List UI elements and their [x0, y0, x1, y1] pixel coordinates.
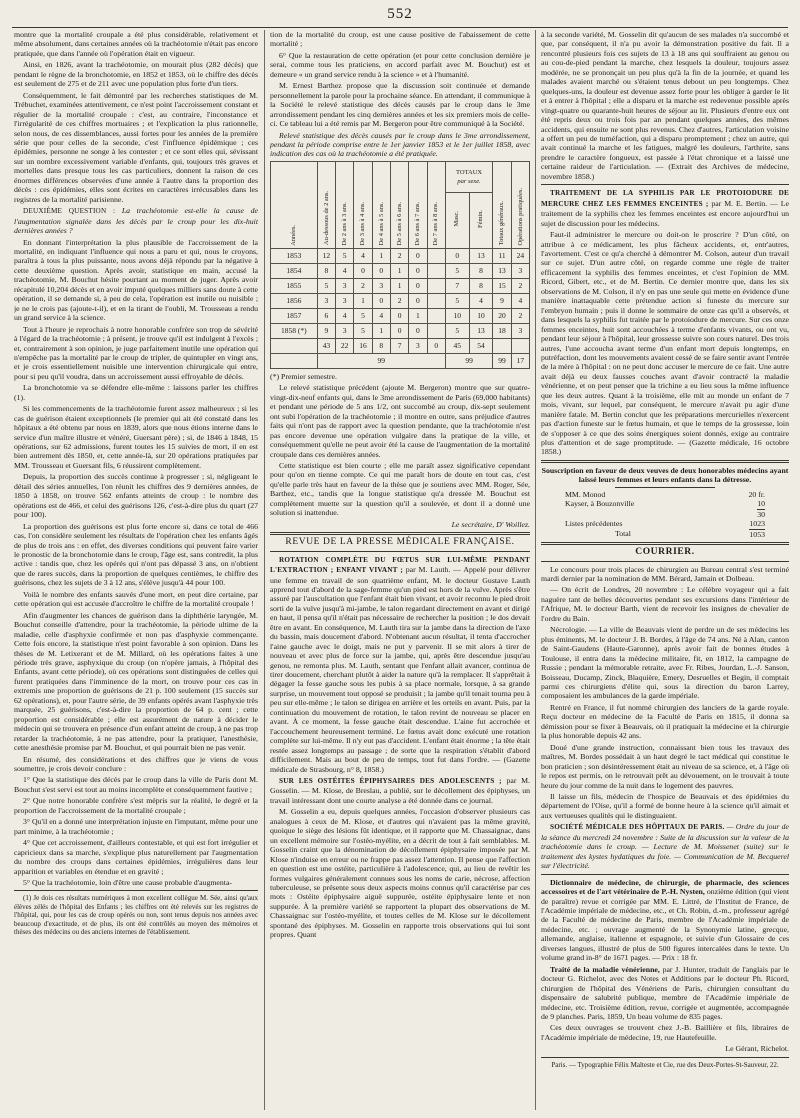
- table-cell: 10: [445, 308, 469, 323]
- table-cell: 3: [335, 293, 353, 308]
- courrier-title: COURRIER.: [635, 547, 695, 558]
- society-notice: [541, 822, 789, 870]
- table-cell: 4: [335, 263, 353, 278]
- column-header: De 2 ans à 3 ans.: [340, 202, 348, 246]
- column-1: [14, 30, 258, 1110]
- table-cell: 10: [469, 308, 493, 323]
- table-cell: 11: [493, 248, 511, 263]
- paragraph: — On écrit de Londres, 20 novembre : Le célèbre voyageur qui a fait naguère tant de belles découvertes pendant ses excursions dans l'intérieur de l'Afrique, M. le docteur Barth, vient de recevoir les insignes de chevalier de l'ordre du Bain.: [541, 585, 789, 623]
- table-caption: Relevé statistique des décès causés par le croup dans le 3me arrondissement, pendant la période comprise entre le 1er janvier 1853 et le 1er juillet 1858, avec indication des cas où la trachéotomie a été pratiquée.: [270, 130, 530, 159]
- table-cell: 45: [445, 338, 469, 353]
- printer-line: Paris. — Typographie Félix Malteste et Cie, rue des Deux-Portes-St-Sauveur, 22.: [551, 1060, 779, 1069]
- paragraph: Cette statistique est bien courte ; elle me paraît assez significative cependant pour qu'on en tienne compte. Ce qui me paraît hors de doute en tout cas, c'est qu'elle parle très haut en faveur de la thèse que je soutiens avec MM. Roger, Sée, Barthez, etc., tandis que la longue statistique qu'a dressée M. Bouchut est complétement muette sur la question qu'il a soulevée, et dont il a donné une solution si inattendue.: [270, 460, 530, 518]
- table-cell: 3: [335, 323, 353, 338]
- table-cell: 2: [354, 278, 372, 293]
- column-header: Fémin.: [477, 209, 485, 228]
- column-header: De 3 ans à 4 ans.: [359, 202, 367, 246]
- paragraph: Ainsi, en 1826, avant la trachéotomie, on mourait plus (282 décès) que pendant le règne de la bronchotomie, en 1852 et 1853, où le chiffre des décès est seulement de 275 et de 211 avec une population plus forte d'un tiers.: [14, 60, 258, 89]
- top-rule: [12, 27, 788, 28]
- table-note: (*) Premier semestre.: [270, 371, 337, 381]
- paragraph: Depuis, la proportion des succès continue à progresser ; si, négligeant le détail des séries annuelles, l'on réunit les chiffres des 9 dernières années, de 1850 à 1858, on trouve 562 enfants atteints de croup : le nombre des opérations est de 466, et celui des guérisons 126, c'est-à-dire plus du quart (27 pour 100).: [14, 472, 258, 520]
- review-article-2: [270, 776, 530, 805]
- table-cell: 1: [372, 248, 390, 263]
- table-row: [271, 248, 530, 263]
- table-cell: 8: [317, 263, 335, 278]
- table-cell: 99: [493, 353, 511, 368]
- column-divider: [535, 30, 536, 1110]
- paragraph: Faut-il administrer le mercure ou doit-on le proscrire ? D'un côté, on attribue à ce médicament, les plus fâcheux accidents, et, entr'autres, l'avortement. C'est ce qu'a cherché à démontrer M. Colson, auteur d'un travail sur ce sujet. D'un autre côté, on regarde comme une règle de traiter efficacement la syphilis des femmes enceintes, et c'est l'opinion de MM. Ricord, Gibert, etc., et de M. Bertin. Ce dernier montre que, dans les six observations de M. Colson, il n'y en pas une seule qui mette en évidence d'une manière inattaquable cette prétendue action si funeste du mercure sur l'embryon humain ; puis il donne le sommaire de onze cas qu'il a observés, et dans lesquels la syphilis fut traitée par le protoiodure de mercure. Sur ces onze femmes enceintes, huit sont accouchées à terme d'enfants vivants, ou ont vu, pendant leur séjour à l'hôpital, leur grossesse suivre son cours naturel. Des trois autres, l'une accoucha avant terme d'un enfant mort depuis longtemps, en putréfaction, dont les mouvements avaient cessé de se faire sentir avant l'entrée de la mère à l'hôpital : on ne peut donc accuser le mercure de ce fait. Une autre avait déjà eu deux fausses couches avant d'avoir contracté la maladie vénérienne, et on peut penser que la trichine a eu lieu sous la même influence que les deux autres. Quant à la troisième, elle mit au monde un enfant de 7 mois, vivant, sur lequel, par conséquent, le mercure n'avait pu agir d'une manière fatale. M. Bertin conclut que les préparations mercurielles n'exercent pas d'action funeste sur le fœtus humain, et que le temps de la grossesse, loin de s'opposer à ce que des soins énergiques soient donnés, exige au contraire plus d'attention et de sage promptitude. — (Gazette médicale, 16 octobre 1858.): [541, 230, 789, 457]
- table-cell: 2: [511, 308, 529, 323]
- table-row: [271, 323, 530, 338]
- section-rule: [541, 1057, 789, 1058]
- table-cell: 9: [317, 323, 335, 338]
- table-cell: 43: [317, 338, 335, 353]
- article-title: ROTATION COMPLÈTE DU FŒTUS SUR LUI-MÊME PENDANT L'EXTRACTION ; ENFANT VIVANT ;: [270, 555, 530, 575]
- paragraph: Le relevé statistique précédent (ajoute M. Bergeron) montre que sur quatre-vingt-dix-neuf enfants qui, dans le 3me arrondissement de Paris (69,000 habitants) et pendant une période de 5 ans 1/2, ont succombé au croup, dix-sept seulement ont subi l'opération de la trachéotomie ; il montre en outre, sans préjudice d'autres faits qui n'ont pas de rapport avec la question pendante, que la trachéotomie n'est pas encore devenue une opération vulgaire dans la pratique de la ville, et conséquemment qu'elle ne peut avoir été la cause de l'augmentation de la mortalité croupale dans ces dernières années.: [270, 383, 530, 459]
- review-article-1: [270, 555, 530, 774]
- paragraph: Tout à l'heure je reprochais à notre honorable confrère son trop de sévérité à l'égard de la trachéotomie ; à présent, je trouve qu'il est indulgent à l'excès ; et, contrairement à son opinion, je juge parfaitement inutile une opération qui n'empêche pas la mortalité par le croup de tripler, de quintupler en vingt ans, et je crois essentiellement nuisible une intervention chirurgicale qui entre, pour si peu qu'il voudra, dans un accroissement aussi effroyable de décès.: [14, 324, 258, 381]
- paragraph: 6° Que la restauration de cette opération (et pour cette conclusion dernière je serai, comme tous les praticiens, en accord parfait avec M. Bouchut) est et demeure « un grand service rendu à la science » et à l'humanité.: [270, 50, 530, 79]
- article-text: par M. Lauth. — Appelé pour délivrer une femme en travail de son quatrième enfant, M. le docteur Gustave Lauth apprend tout d'abord de la sage-femme qu'un pied est hors de la vulve. Après s'être assuré par l'auscultation que l'enfant était bien vivant, et avoir reconnu le pied droit sorti de la vulve jusqu'à mi-jambe, le talon regardant directement en avant et dirigé en haut, il pensa qu'il n'était pas nécessaire de rechercher la position ; le dos devait être en avant. En conséquence, M. Lauth tira sur la jambe dans la direction de l'axe du bassin, mais doucement d'abord. N'obtenant aucun résultat, il tenta d'accrocher l'aine gauche avec le doigt, mais ne put y parvenir. Il se mit alors à tirer de nouveau et avec plus de force sur la jambe, qui, après être descendue jusqu'au genou, ne remonta plus. M. Lauth, sentant que l'enfant allait avancer, continua de tirer doucement, cherchant plutôt à aider la nature qu'à la remplacer. Il s'apprêtait à dégager la fesse gauche sous les pubis à sa place normale, lorsque, à sa grande surprise, un mouvement tout opposé se produisit ; la jambe qu'il tenait tourna peu à peu sur elle-même ; le talon se dirigea en arrière et les orteils en avant. Puis, par la continuation du mouvement de rotation, le talon revint de nouveau se placer en avant. À ce moment, la fesse gauche était descendue. L'aine fut accrochée et l'accouchement heureusement terminé. Le fœtus avait donc exécuté une rotation complète sur lui-même. Il n'y eut pas d'accident. L'enfant était énorme ; la tête était restée assez longtemps au passage ; de sorte que la respiration s'établit d'abord difficilement. Mais au bout de peu de temps, tout fut dans l'ordre. — (Gazette médicale de Strasbourg, n° 8, 1858.): [270, 565, 530, 774]
- table-cell: 1: [372, 323, 390, 338]
- table-cell: 99: [445, 353, 492, 368]
- paragraph: Si les commencements de la trachéotomie furent assez malheureux ; si les cas de guérison étaient exceptionnels (le premier qui ait été constaté dans les hôpitaux a été obtenu par nous en 1839, alors que nous étions interne dans le service d'un maître illustre et vénéré, Guersant père) ; si, de 1846 à 1848, 15 opérations, sur 62 admissions, furent toutes les 15 suivies de mort, il en est bien autrement dès 1850, et, cette année-là, sur 20 opérations pratiquées par MM. Trousseau et Guersant fils, 6 réussirent complètement.: [14, 404, 258, 470]
- grand-total-row: [271, 353, 530, 368]
- section-title: REVUE DE LA PRESSE MÉDICALE FRANÇAISE.: [285, 537, 515, 548]
- paragraph: La proportion des guérisons est plus forte encore si, dans ce total de 466 cas, l'on considère seulement les résultats de l'opération chez les enfants âgés de plus de trois ans : en effet, des diverses conditions qui peuvent faire varier le pronostic de la bronchotomie dans le croup, l'âge est, sans contredit, la plus active : tandis que, chez les opérés qui n'ont pas dépassé 3 ans, on n'obtient que de rares succès, dans la proportion de quelques centièmes, le chiffre des guérisons, chez les sujets de 3 à 12 ans, s'élève jusqu'à 44 pour 100.: [14, 521, 258, 588]
- table-cell: 0: [409, 248, 427, 263]
- paragraph: La bronchotomie va se défendre elle-même : laissons parler les chiffres (1).: [14, 383, 258, 402]
- question-label: DEUXIÈME QUESTION :: [23, 207, 116, 216]
- column-header: Totaux généraux.: [498, 201, 506, 246]
- section-rule: [541, 874, 789, 875]
- total-row: [541, 529, 789, 539]
- table-row: [271, 263, 530, 278]
- column-header: De 7 ans à 8 ans.: [432, 202, 440, 246]
- table-cell: 5: [445, 293, 469, 308]
- table-cell: [427, 278, 445, 293]
- table-cell: 1857: [271, 308, 318, 323]
- short-rule: [615, 487, 714, 488]
- subscription-sum-row: [541, 509, 789, 519]
- table-cell: 99: [317, 353, 445, 368]
- table-cell: 3: [511, 323, 529, 338]
- table-cell: 54: [469, 338, 493, 353]
- section-rule: [270, 532, 530, 535]
- table-cell: 0: [409, 263, 427, 278]
- table-cell: 8: [469, 263, 493, 278]
- table-cell: 15: [493, 278, 511, 293]
- table-cell: [427, 293, 445, 308]
- table-cell: 1855: [271, 278, 318, 293]
- table-cell: 3: [317, 293, 335, 308]
- conclusion-item: 4° Que cet accroissement, d'ailleurs contestable, et qui est fort irrégulier et capricieux dans sa marche, s'explique plus naturellement par l'augmentation du nombre des croups dans certaines épidémies, irrégulières dans leur apparition et variables en étendue et en gravité ;: [14, 838, 258, 876]
- table-cell: 22: [335, 338, 353, 353]
- society-title: SOCIÉTÉ MÉDICALE DES HÔPITAUX DE PARIS.: [550, 823, 725, 832]
- table-cell: [511, 338, 529, 353]
- table-cell: 0: [354, 263, 372, 278]
- paragraph: à la seconde variété, M. Gosselin dit qu'aucun de ses malades n'a succombé et que, par conséquent, il n'a pu avoir la démonstration positive du fait. Il a rencontré plusieurs fois ces sujets de 13 à 18 ans qui souffraient au genou ou au cou-de-pied pendant la marche, chez lesquels la douleur, toujours assez modérée, ne se prononçait un peu plus qu'à la fin de la journée, et quand les malades avaient marché ou s'étaient tenus debout un peu longtemps. Chez quelques-uns, la douleur est devenue assez forte pour les obliger à garder le lit et à entrer à l'hôpital ; elle a disparu et la marche est redevenue possible après vingt-quatre ou quarante-huit heures de séjour au lit. Plusieurs d'entre eux ont été repris deux ou trois fois par an pendant quelques années, des mêmes accidents, qui ensuite ne sont plus revenus. Chez d'autres, l'articulation voisine a offert un peu de tuméfaction, qui a disparu promptement ; chez un autre, qui avait continué la marche et les fatigues, malgré les douleurs, l'arthrite, sans prendre le caractère fongueux, est passée à l'état chronique et a laissé une certaine raideur de l'articulation. — (Extrait des Archives de médecine, novembre 1858.): [541, 30, 789, 181]
- table-cell: 5: [335, 248, 353, 263]
- column-header: Au-dessous de 2 ans.: [322, 191, 330, 246]
- table-cell: 3: [335, 278, 353, 293]
- paragraph: En résumé, des considérations et des chiffres que je viens de vous soumettre, je crois devoir conclure :: [14, 754, 258, 773]
- table-cell: 20: [493, 308, 511, 323]
- table-cell: 0: [372, 293, 390, 308]
- table-row: [271, 293, 530, 308]
- table-cell: 9: [493, 293, 511, 308]
- table-cell: 13: [469, 248, 493, 263]
- subscriber-amount: 10: [757, 499, 765, 509]
- dictionary-notice: [541, 878, 789, 963]
- subscription-title: Souscription en faveur de deux veuves de deux honorables médecins ayant laissé leurs femmes et leurs enfants dans la détresse.: [541, 465, 789, 485]
- treatise-title: Traité de la maladie vénérienne,: [550, 964, 660, 974]
- sum-row: [271, 338, 530, 353]
- table-cell: 1: [390, 278, 408, 293]
- column-header: De 5 ans à 6 ans.: [395, 202, 403, 246]
- paragraph: Doué d'une grande instruction, connaissant bien tous les travaux des maîtres, M. Bordes possédait à un haut degré le tact médical qui constitue le bon praticien ; son désintéressement était au niveau de sa science, et, à l'âge où le repos est permis, on le retrouvait prêt au dévouement, on le trouvait à toute heure du jour comme de la nuit dans le logement des pauvres.: [541, 742, 789, 790]
- conclusion-item: 1° Que la statistique des décès par le croup dans la ville de Paris dont M. Bouchut s'est servi est tout au moins incomplète et conséquemment fautive ;: [14, 775, 258, 794]
- table-cell: 1853: [271, 248, 318, 263]
- table-cell: 1: [409, 308, 427, 323]
- table-cell: 24: [511, 248, 529, 263]
- section-rule: [541, 542, 789, 545]
- total-label: Total: [615, 528, 631, 538]
- conclusion-item: 3° Qu'il en a donné une interprétation injuste en l'imputant, même pour une part minime, à la trachéotomie ;: [14, 817, 258, 836]
- paragraph: montre que la mortalité croupale a été plus considérable, relativement et même absolument, dans certaines années où la trachéotomie n'était pas encore pratiquée, que dans l'année où l'opération était en vigueur.: [14, 30, 258, 58]
- table-cell: 18: [493, 323, 511, 338]
- paragraph: Rentré en France, il fut nommé chirurgien des lanciers de la garde royale. Reçu docteur en médecine de la Faculté de Paris en 1815, il donna sa démission pour se fixer à Beauvais, où il pratiquait la médecine et la chirurgie la plus honorable depuis 42 ans.: [541, 702, 789, 741]
- conclusion-item: 2° Que notre honorable confrère s'est mépris sur la réalité, le degré et la proportion de l'accroissement de la mortalité croupale ;: [14, 796, 258, 815]
- table-cell: 8: [469, 278, 493, 293]
- table-cell: 16: [354, 338, 372, 353]
- table-cell: 5: [445, 323, 469, 338]
- column-header: Années.: [290, 224, 298, 246]
- table-cell: [427, 323, 445, 338]
- conclusion-item: 5° Que la trachéotomie, loin d'être une cause probable d'augmenta-: [23, 877, 232, 887]
- table-cell: 0: [409, 293, 427, 308]
- subscriber-amount: 20 fr.: [748, 489, 765, 499]
- total-amount: 1053: [749, 529, 765, 539]
- table-cell: 5: [445, 263, 469, 278]
- treatise-text: par J. Hunter, traduit de l'anglais par le docteur G. Richelot, avec des Notes et Additions par le docteur Ph. Ricord, chirurgien de l'hôpital des Vénériens de Paris, chirurgien consultant du dispensaire de salubrité publique, membre de l'Académie impériale de médecine, etc. Troisième édition, revue, corrigée et augmentée, accompagnée de 9 planches. Paris, 1859, Un beau volume de 835 pages.: [541, 964, 789, 1021]
- paragraph: Ces deux ouvrages se trouvent chez J.-B. Baillière et fils, libraires de l'Académie impériale de médecine, 19, rue Hautefeuille.: [541, 1023, 789, 1042]
- column-header: De 6 ans à 7 ans.: [414, 202, 422, 246]
- dictionary-text: onzième édition (qui vient de paraître) revue et corrigée par MM. E. Littré, de l'Institut de France, de l'Académie impériale de médecine, etc., et Ch. Robin, d.-m., professeur agrégé de la Faculté de médecine de Paris, membre de l'Académie impériale de médecine, etc. ; ouvrage augmenté de la Synonymie latine, grecque, allemande, anglaise, italienne et espagnole, et suivie d'un Glossaire de ces diverses langues, illustré de plus de 500 figures intercalées dans le texte. Un volume grand in-8° de 1671 pages. — Prix : 18 fr.: [541, 887, 789, 963]
- table-cell: 4: [469, 293, 493, 308]
- subscription-row: [541, 499, 789, 508]
- table-cell: 13: [469, 323, 493, 338]
- table-cell: 3: [409, 338, 427, 353]
- question-text: La trachéotomie est-elle la cause de l'augmentation signalée dans les décès par le croup pour les dix-huit dernières années ?: [14, 206, 258, 236]
- paragraph: Voilà le nombre des enfants sauvés d'une mort, en peut dire certaine, par cette opération qui est accusée d'accroître le chiffre de la mortalité croupale !: [14, 589, 258, 609]
- footnote: (1) Je dois ces résultats numériques à mon excellent collègue M. Sée, ainsi qu'aux élèves zélés de l'hôpital des Enfants ; les chiffres ont été relevés sur les registres de l'hôpital, qui, pour les cas de croup opérés ou non, sont tenus depuis nos années avec beaucoup d'exactitude, et de plus, ils ont été contrôlés au moyen des mémoires et thèses des médecins ou des anciens internes de l'établissement.: [14, 894, 258, 937]
- paragraph: Conséquemment, le fait démontré par les recherches statistiques de M. Trébuchet, examinées attentivement, ce n'est point l'accroissement constant et régulier de la mortalité croupale : c'est, au contraire, l'inconstance et l'irrégularité de ces chiffres mortuaires ; et l'explication la plus rationnelle, selon nous, de ces dissemblances, aussi fortes pour les années de la première série que pour celles de la seconde, c'est l'influence épidémique ; ces épidémies, personne ne songe à les contester ; et ce sont elles qui, sévissant sur un nombre excessivement variable d'enfants, qui, toujours très graves et mortelles dans presque tous les cas particuliers, donnent la raison de ces énormes différences observées d'une année à l'autre dans la proportion des décès : ces épidémies, elles sont écrites en caractères irrécusables dans les registres de la mortalité parisienne.: [14, 90, 258, 204]
- table-cell: 17: [511, 353, 529, 368]
- treatise-notice: [541, 965, 789, 1022]
- column-header: Opérations pratiquées.: [516, 187, 524, 246]
- article-title: TRAITEMENT DE LA SYPHILIS PAR LE PROTOIODURE DE MERCURE CHEZ LES FEMMES ENCEINTES ;: [541, 189, 789, 208]
- signature: Le secrétaire, D' Woillez.: [451, 519, 530, 529]
- table-cell: 2: [511, 278, 529, 293]
- section-rule: [541, 184, 789, 185]
- column-3: [541, 30, 789, 1110]
- table-cell: [427, 248, 445, 263]
- footnote-rule: [14, 890, 258, 891]
- section-rule: [541, 460, 789, 463]
- table-cell: [271, 338, 318, 353]
- table-cell: 0: [409, 323, 427, 338]
- subscriber-name: MM. Monod: [565, 489, 606, 499]
- subscription-row: [541, 490, 789, 499]
- table-cell: 5: [354, 323, 372, 338]
- column-2: [270, 30, 530, 1110]
- par-sexe-label: par sexe.: [457, 178, 481, 186]
- table-cell: [493, 338, 511, 353]
- table-cell: 13: [493, 263, 511, 278]
- table-cell: 3: [372, 278, 390, 293]
- table-cell: 1856: [271, 293, 318, 308]
- table-cell: [427, 308, 445, 323]
- dictionary-title: Dictionnaire de médecine, de chirurgie, de pharmacie, des sciences accessoires et de l'art vétérinaire de P.-H. Nysten,: [541, 877, 789, 897]
- table-cell: 4: [354, 248, 372, 263]
- column-header: De 4 ans à 5 ans.: [377, 202, 385, 246]
- syphilis-article: [541, 188, 789, 228]
- paragraph: En donnant l'interprétation la plus plausible de l'accroissement de la mortalité, en indiquant l'influence qui nous a paru et qui, nous le croyons, paraîtra à tous la plus puissante, nous avons déjà répondu par la négative à cette deuxième question. Après avoir, statistique en main, accusé la trachéotomie, M. Bouchut hésite pourtant au moment de juger. Après avoir récapitulé 10,204 décès et en avoir imputé quelques milliers sans doute à cette opération, il se demande si, à peu de cela, l'opération est inutile ou nuisible ; je ne le crois pas (ajoute-t-il), et en la tirant de l'oubli, M. Trousseau a rendu un grand service à la science.: [14, 237, 258, 323]
- table-cell: 0: [372, 263, 390, 278]
- paragraph: Le concours pour trois places de chirurgien au Bureau central s'est terminé mardi dernier par la nomination de MM. Bérard, Jamain et Dolbeau.: [541, 564, 789, 584]
- society-text: — Ordre du jour de la séance du mercredi 24 novembre : Suite de la discussion sur la valeur de la trachéotomie dans le croup. — Lecture de M. Moissenet (suite) sur le traitement des kystes hydatiques du foie. — Communication de M. Becquerel sur l'électricité.: [541, 822, 789, 871]
- paragraph: Il laisse un fils, médecin de l'hospice de Beauvais et des épidémies du département de l'Oise, qu'il a formé de bonne heure à la science qu'il aimait et aux vertueuses qualités qui le distinguaient.: [541, 791, 789, 820]
- paragraph: tion de la mortalité du croup, est une cause positive de l'abaissement de cette mortalité ;: [270, 30, 530, 49]
- table-cell: 5: [354, 308, 372, 323]
- table-cell: 3: [511, 263, 529, 278]
- table-cell: 0: [445, 248, 469, 263]
- totaux-label: TOTAUX: [456, 168, 483, 176]
- table-cell: 1: [390, 263, 408, 278]
- paragraph: M. Gosselin a eu, depuis quelques années, l'occasion d'observer plusieurs cas analogues à ceux de M. Klose, et d'autres qui n'avaient pas la même gravité, quoique le siège des lésions fût identique, et il rapporte que M. Chassaignac, dans un excellent mémoire sur l'ostéo-myélite, en a décrit de tout à fait semblables. M. Gosselin craint que la dénomination de décollement épiphysaire imposée par M. Klose n'induise en erreur ou ne frappe pas assez l'attention. Il pense que l'affection en question est une ostéite, particulière à l'adolescence, qui, au lieu de revêtir les formes vulgaires généralement connues sous les noms de carie, nécrose, affection tuberculeuse, se présente sous deux aspects moins connus qu'il caractérise par ces mots : Ostéite épiphysaire aiguë suppurée, ostéite épiphysaire lente et non suppurée. À la première variété se rapportent la plupart des observations de M. Chassaignac sur l'ostéo-myélite, et toutes celles de M. Klose sur le décollement spontané des épiphyses. M. Gosselin en rapporte trois observations qui lui sont propres. Quant: [270, 807, 530, 940]
- table-cell: [427, 263, 445, 278]
- table-cell: 0: [409, 278, 427, 293]
- article-text: par M. E. Bertin. — Le traitement de la syphilis chez les femmes enceintes est encore aujourd'hui un sujet de discussion pour les médecins.: [541, 198, 789, 228]
- subscription-sum: 30: [757, 509, 765, 519]
- table-row: [271, 308, 530, 323]
- section-rule: [270, 551, 530, 552]
- table-cell: 4: [335, 308, 353, 323]
- table-cell: 0: [390, 323, 408, 338]
- table-row: [271, 278, 530, 293]
- table-cell: 4: [372, 308, 390, 323]
- previous-lists-row: [541, 519, 789, 528]
- column-header: Masc.: [453, 211, 461, 227]
- previous-lists-label: Listes précédentes: [565, 519, 623, 529]
- table-cell: 2: [390, 248, 408, 263]
- question-2: [14, 206, 258, 235]
- article-title: SUR LES OSTÉITES ÉPIPHYSAIRES DES ADOLESCENTS ;: [279, 777, 502, 786]
- table-cell: 1854: [271, 263, 318, 278]
- table-cell: 7: [445, 278, 469, 293]
- column-divider: [264, 30, 265, 1110]
- table-cell: 1: [354, 293, 372, 308]
- page-number: 552: [387, 6, 413, 22]
- paragraph: M. Ernest Barthez propose que la discussion soit continuée et demande personnellement la parole pour la prochaine séance. En attendant, il communique à la Société le relevé statistique des décès causés par le croup dans le 3me arrondissement pendant les cinq dernières années et les six premiers mois de celle-ci. Ce tableau lui a été remis par M. Bergeron pour être communiqué à la Société.: [270, 81, 530, 129]
- table-cell: 12: [317, 248, 335, 263]
- table-cell: 8: [372, 338, 390, 353]
- article-text: par M. Gosselin. — M. Klose, de Breslau, a publié, sur le décollement des épiphyses, un travail intéressant dont une courte analyse a été donnée dans ce journal.: [270, 776, 530, 805]
- subscriber-name: Kayser, à Bouzonville: [565, 499, 635, 509]
- paragraph: Nécrologie. — La ville de Beauvais vient de perdre un de ses médecins les plus éminents, M. le docteur J. B. Bordes, à l'âge de 74 ans. Né à Alan, canton de Saint-Gaudens (Haute-Garonne), après avoir fait de bonnes études à Toulouse, il entra dans la médecine militaire, fit, en 1812, la campagne de Russie ; pendant la mémorable retraite, avec Fr. Ribes, Jourdan, L.-J. Sanson, Boisseau, Ducamp, Zinck, Blaquière, Emery, Desruelles et Begin, il comptait parmi ces chirurgiens d'élite qui, sous la direction du baron Larrey, composaient les ambulances de la garde impériale.: [541, 625, 789, 701]
- section-rule: [541, 561, 789, 562]
- statistics-table: [270, 161, 530, 369]
- table-cell: 1858 (*): [271, 323, 318, 338]
- table-cell: 0: [390, 308, 408, 323]
- table-cell: 6: [317, 308, 335, 323]
- table-cell: 2: [390, 293, 408, 308]
- table-cell: 0: [427, 338, 445, 353]
- paragraph: Afin d'augmenter les chances de guérison dans la diphthérie laryngée, M. Bouchut conseille d'attendre, pour la trachéotomie, la période ultime de la maladie, celle d'asphyxie confirmée et non pas d'asphyxie commençante. Cette fois encore, la statistique n'est point favorable à son opinion. Dans les thèses de M. Letixerant et de M. Millard, où les opérations faites à une période très grave, asphyxique du croup (on n'opère jamais, à l'hôpital des Enfants, avant cette période), où ces opérations sont distinguées de celles qui furent pratiquées dans l'imminence de la mort, on trouve pour ces cas in extremis une proportion de guérisons de 21 p. 100 seulement (15 succès sur 62 opérations), et, pour l'autre série, de 39 enfants opérés avant l'asphyxie très marquée, 25 guérisons, c'est-à-dire la proportion de 64 p. cent ; cette proportion est considérable ; elle est assurément de nature à décider le médecin qui se trouvera en présence d'un enfant atteint de croup, à ne pas trop retarder la trachéotomie, à ne pas attendre, pour la pratiquer, l'anesthésie, cette anesthésie promise par M. Bouchut, et qui pourrait bien ne pas venir.: [14, 610, 258, 753]
- gerant: Le Gérant, Richelot.: [725, 1044, 789, 1054]
- previous-lists-amount: 1023: [749, 519, 765, 529]
- table-cell: 5: [317, 278, 335, 293]
- table-cell: [271, 353, 318, 368]
- table-cell: 4: [511, 293, 529, 308]
- table-cell: 7: [390, 338, 408, 353]
